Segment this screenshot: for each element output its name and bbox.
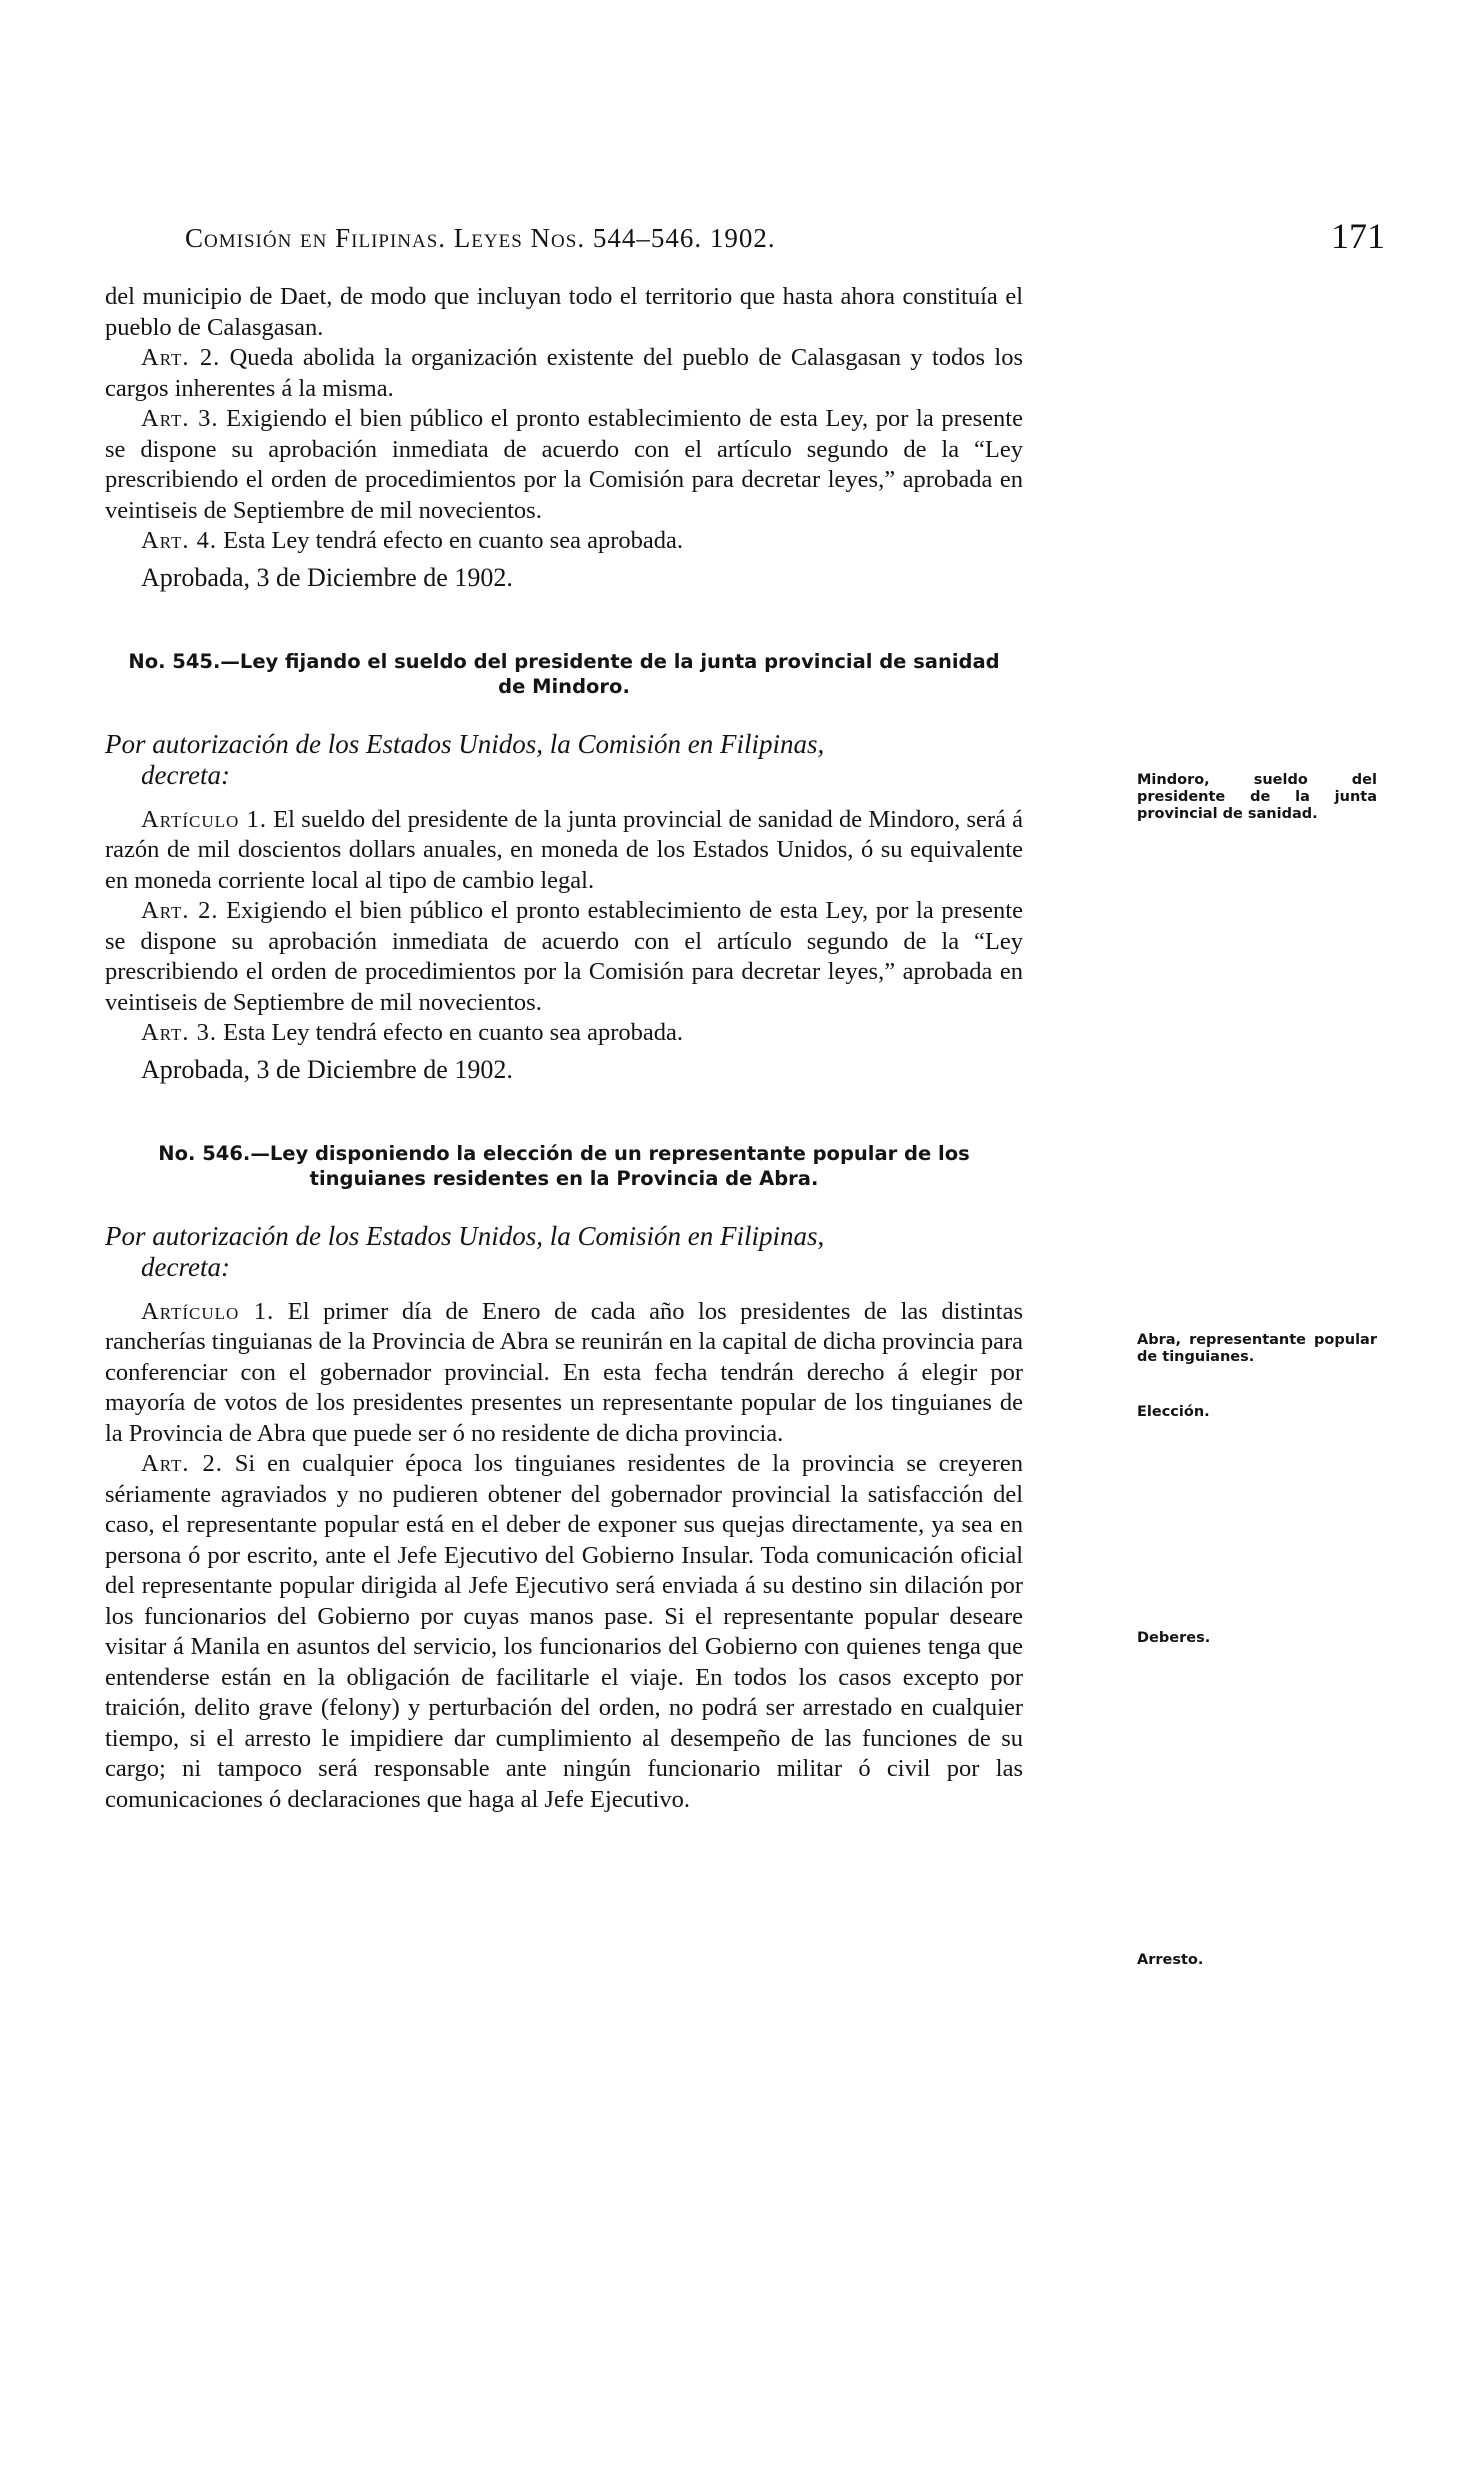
article-2 [105,1449,1023,1815]
article-label: Art. 3. [141,1019,218,1046]
article-1 [105,805,1023,897]
enacting-line: Por autorización de los Estados Unidos, la Comisión en Filipinas, [105,728,825,759]
enacting-clause [105,729,1023,791]
article-text: El sueldo del presidente de la junta provincial de sanidad de Mindoro, será á razón de mil doscientos dollars anuales, en moneda de los Estados Unidos, ó su equivalente en moneda corriente local al tipo de cambio legal. [105,805,1023,894]
margin-note-arresto: Arresto. [1137,1952,1204,1968]
article-text: Si en cualquier época los tinguianes residentes de la provincia se creyeren sériamente agraviados y no pudieren obtener del gobernador provincial la satisfacción del caso, el representante popular está en el deber de exponer sus quejas directamente, ya sea en persona ó por escrito, ante el Jefe Ejecutivo del Gobierno Insular. Toda comunicación oficial del representante popular dirigida al Jefe Ejecutivo será enviada á su destino sin dilación por los funcionarios del Gobierno por cuyas manos pase. Si el representante popular deseare visitar á Manila en asuntos del servicio, los funcionarios del Gobierno con quienes tenga que entenderse están en la obligación de facilitarle el viaje. En todos los casos excepto por traición, delito grave (felony) y perturbación del orden, no podrá ser arrestado en cualquier tiempo, si el arresto le impidiere dar cumplimiento al desempeño de las funciones de su cargo; ni tampoco será responsable ante ningún funcionario militar ó civil por las comunicaciones ó declaraciones que haga al Jefe Ejecutivo. [105,1450,1023,1813]
article-label: Art. 3. [141,405,219,432]
continuation-paragraph: del municipio de Daet, de modo que incluyan todo el territorio que hasta ahora constituía el pueblo de Calasgasan. [105,283,1023,341]
law-title-text: —Ley disponiendo la elección de un representante popular de los tinguianes residentes en la Provincia de Abra. [250,1141,970,1190]
law-545 [105,649,1023,1087]
enacting-line: Por autorización de los Estados Unidos, la Comisión en Filipinas, [105,1220,825,1251]
margin-note-deberes: Deberes. [1137,1630,1211,1646]
article-text: Exigiendo el bien público el pronto establecimiento de esta Ley, por la presente se dispone su aprobación inmediata de acuerdo con el artículo segundo de la “Ley prescribiendo el orden de procedimientos por la Comisión para decretar leyes,” aprobada en veintiseis de Septiembre de mil novecientos. [105,897,1023,1016]
article-label: Artículo 1. [141,805,267,833]
running-head: Comisión en Filipinas. Leyes Nos. 544–546. 1902. [185,223,776,253]
approval-date: Aprobada, 3 de Diciembre de 1902. [141,562,513,592]
article-label: Art. 2. [141,897,219,924]
law-546 [105,1141,1023,1816]
margin-note-mindoro: Mindoro, sueldo del presidente de la junta provincial de sanidad. [1137,772,1377,822]
article-label: Art. 4. [141,527,218,554]
body-text [105,282,1377,1968]
enacting-decreta: decreta: [141,759,230,790]
article-2 [105,343,1023,404]
article-text: El primer día de Enero de cada año los presidentes de las distintas rancherías tinguianas de la Provincia de Abra se reunirán en la capital de dicha provincia para conferenciar con el gobernador provincial. En esta fecha tendrán derecho á elegir por mayoría de votos de los presidentes presentes un representante popular de los tinguianes de la Provincia de Abra que puede ser ó no residente de dicha provincia. [105,1297,1023,1447]
law-title-text: —Ley fijando el sueldo del presidente de la junta provincial de sanidad de Mindoro. [220,649,1000,698]
article-3 [105,1018,1023,1049]
enacting-clause [105,1221,1023,1283]
article-text: Queda abolida la organización existente del pueblo de Calasgasan y todos los cargos inherentes á la misma. [105,344,1023,402]
article-2 [105,896,1023,1018]
law-title [105,649,1023,699]
page-number: 171 [1331,216,1385,256]
article-label: Art. 2. [141,1450,223,1477]
law-number: No. 545. [128,649,221,673]
margin-note-abra: Abra, representante popular de tinguianes. [1137,1332,1377,1365]
page-header [185,215,1385,265]
article-text: Exigiendo el bien público el pronto establecimiento de esta Ley, por la presente se dispone su aprobación inmediata de acuerdo con el artículo segundo de la “Ley prescribiendo el orden de procedimientos por la Comisión para decretar leyes,” aprobada en veintiseis de Septiembre de mil novecientos. [105,405,1023,524]
article-label: Art. 2. [141,344,221,371]
approval-date: Aprobada, 3 de Diciembre de 1902. [141,1054,513,1084]
law-number: No. 546. [158,1141,251,1165]
enacting-decreta: decreta: [141,1251,230,1282]
article-label: Artículo 1. [141,1297,275,1325]
article-3 [105,404,1023,526]
law-title [105,1141,1023,1191]
article-text: Esta Ley tendrá efecto en cuanto sea aprobada. [217,527,683,554]
previous-law-continuation [105,282,1023,595]
margin-note-eleccion: Elección. [1137,1404,1210,1420]
article-4 [105,526,1023,557]
article-1 [105,1297,1023,1450]
article-text: Esta Ley tendrá efecto en cuanto sea aprobada. [217,1019,683,1046]
